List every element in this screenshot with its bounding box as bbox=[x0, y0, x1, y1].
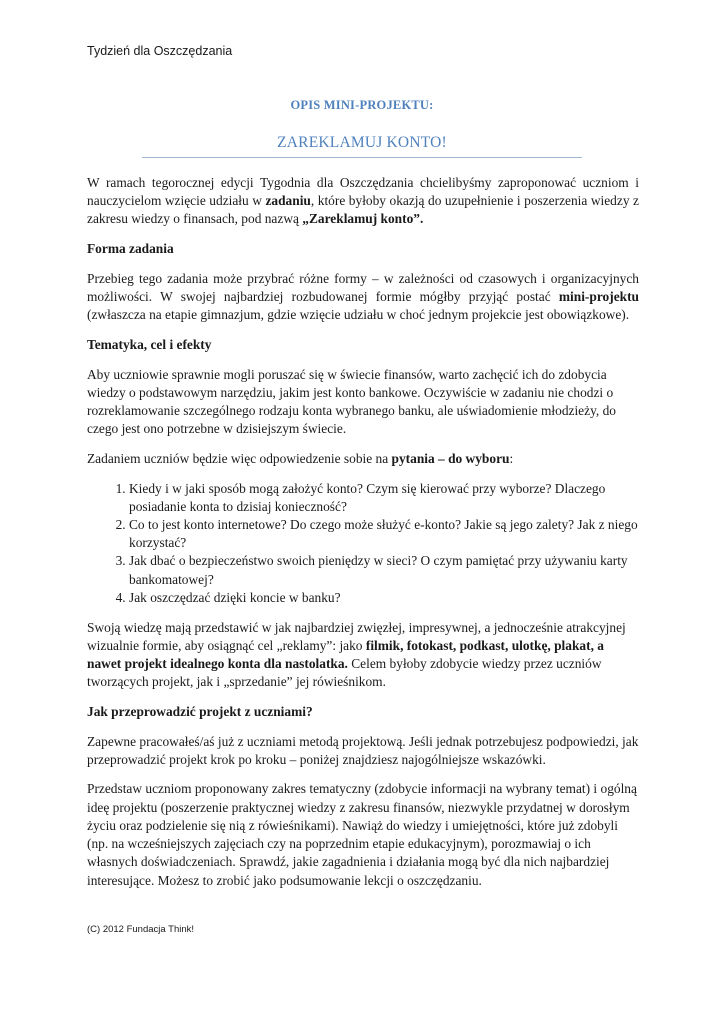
presentation-bold: filmik, fotokast, podkast, ulotkę, plakat, a nawet projekt idealnego konta dla nastolatka. bbox=[87, 637, 604, 671]
section-heading-howto: Jak przeprowadzić projekt z uczniami? bbox=[87, 703, 313, 719]
section-heading-tematyka: Tematyka, cel i efekty bbox=[87, 336, 212, 352]
intro-bold-name: „Zareklamuj konto”. bbox=[302, 211, 424, 227]
questions-intro: Zadaniem uczniów będzie więc odpowiedzenie sobie na pytania – do wyboru: bbox=[87, 450, 514, 466]
section-heading-forma: Forma zadania bbox=[87, 241, 174, 257]
document-title: ZAREKLAMUJ KONTO! bbox=[277, 134, 447, 151]
list-item: 1. Kiedy i w jaki sposób mogą założyć konto? Czym się kierować przy wyborze? Dlaczego posiadanie konta to dzisiaj konieczność? bbox=[129, 480, 639, 516]
questions-intro-bold: pytania – do wyboru bbox=[391, 450, 510, 466]
document-body bbox=[87, 174, 639, 901]
page-header: Tydzień dla Oszczędzania bbox=[87, 44, 233, 58]
forma-paragraph: Przebieg tego zadania może przybrać różne formy – w zależności od czasowych i organizacyjnych możliwości. W swojej najbardziej rozbudowanej formie mógłby przyjąć postać mini-projektu (zwłaszcza na etapie gimnazjum, gdzie wzięcie udziału w choć jednym projekcie jest obowiązkowe). bbox=[87, 270, 639, 323]
questions-list bbox=[87, 480, 639, 607]
howto-paragraph-2: Przedstaw uczniom proponowany zakres tematyczny (zdobycie informacji na wybrany temat) i ogólną ideę projektu (poszerzenie praktycznej wiedzy z zakresu finansów, niezwykle przydatnej w dorosłym życiu oraz podzielenie się nią z rówieśnikami). Nawiąż do wiedzy i umiejętności, które już zdobyli (np. na wcześniejszych zajęciach czy na poprzednim etapie edukacyjnym), porozmawiaj o ich własnych doświadczeniach. Sprawdź, jakie zagadnienia i działania mogą być dla nich najbardziej interesujące. Możesz to zrobić jako podsumowanie lekcji o oszczędzaniu. bbox=[87, 781, 637, 888]
intro-bold-task: zadaniu bbox=[265, 193, 311, 209]
title-divider bbox=[142, 157, 582, 158]
howto-paragraph-1: Zapewne pracowałeś/aś już z uczniami metodą projektową. Jeśli jednak potrzebujesz podpowiedzi, jak przeprowadzić projekt krok po kroku – poniżej znajdziesz najogólniejsze wskazówki. bbox=[87, 733, 639, 767]
tematyka-paragraph: Aby uczniowie sprawnie mogli poruszać się w świecie finansów, warto zachęcić ich do zdobycia wiedzy o podstawowym narzędziu, jakim jest konto bankowe. Oczywiście w zadaniu nie chodzi o rozreklamowanie szczególnego rodzaju konta wybranego banku, ale uświadomienie młodzieży, do czego jest ono potrzebne w dzisiejszym świecie. bbox=[87, 366, 616, 437]
document-subtitle: OPIS MINI-PROJEKTU: bbox=[290, 98, 434, 112]
list-item: 3. Jak dbać o bezpieczeństwo swoich pieniędzy w sieci? O czym pamiętać przy używaniu karty bankomatowej? bbox=[129, 552, 639, 588]
presentation-paragraph: Swoją wiedzę mają przedstawić w jak najbardziej zwięzłej, impresywnej, a jednocześnie atrakcyjnej wizualnie formie, aby osiągnąć cel „reklamy”: jako filmik, fotokast, podkast, ulotkę, plakat, a nawet projekt idealnego konta dla nastolatka. Celem byłoby zdobycie wiedzy przez uczniów tworzących projekt, jak i „sprzedanie” jej rówieśnikom. bbox=[87, 619, 626, 690]
list-item: 2. Co to jest konto internetowe? Do czego może służyć e-konto? Jakie są jego zalety? Jak z niego korzystać? bbox=[129, 516, 639, 552]
forma-bold: mini-projektu bbox=[558, 289, 639, 305]
list-item: 4. Jak oszczędzać dzięki koncie w banku? bbox=[129, 589, 639, 607]
intro-paragraph: W ramach tegorocznej edycji Tygodnia dla Oszczędzania chcielibyśmy zaproponować uczniom i nauczycielom wzięcie udziału w zadaniu, które byłoby okazją do uzupełnienie i poszerzenia wiedzy z zakresu wiedzy o finansach, pod nazwą „Zareklamuj konto”. bbox=[87, 175, 639, 227]
page-footer: (C) 2012 Fundacja Think! bbox=[87, 924, 195, 935]
